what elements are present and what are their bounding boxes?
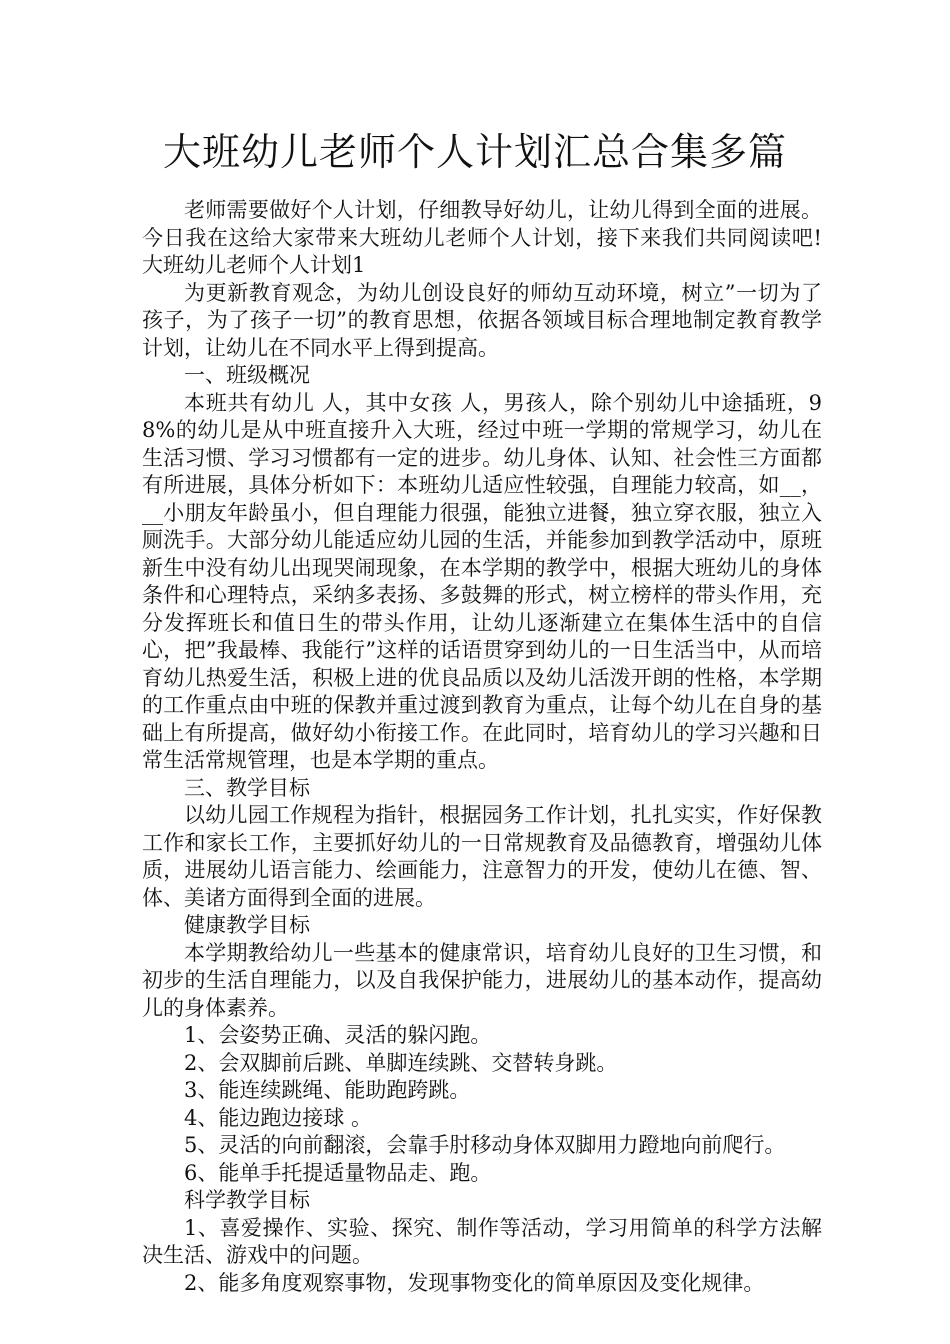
paragraph-health-goals: 本学期教给幼儿一些基本的健康常识，培育幼儿良好的卫生习惯，和初步的生活自理能力，以及自我保护能力，进展幼儿的基本动作，提高幼儿的身体素养。 (142, 940, 822, 1020)
list-item: 1、喜爱操作、实验、探究、制作等活动，学习用简单的科学方法解决生活、游戏中的问题。 (142, 1215, 822, 1267)
heading-class-overview: 一、班级概况 (184, 363, 310, 387)
paragraph-intro: 老师需要做好个人计划，仔细教导好幼儿，让幼儿得到全面的进展。今日我在这给大家带来大班幼儿老师个人计划，接下来我们共同阅读吧!大班幼儿老师个人计划1 (142, 198, 822, 277)
list-item: 2、能多角度观察事物，发现事物变化的简单原因及变化规律。 (184, 1270, 765, 1295)
paragraph-philosophy: 为更新教育观念，为幼儿创设良好的师幼互动环境，树立”一切为了孩子，为了孩子一切”的教育思想，依据各领域目标合理地制定教育教学计划，让幼儿在不同水平上得到提高。 (142, 280, 822, 360)
list-item: 2、会双脚前后跳、单脚连续跳、交替转身跳。 (184, 1050, 618, 1075)
list-item: 4、能边跑边接球 。 (184, 1105, 373, 1130)
list-item: 3、能连续跳绳、能助跑跨跳。 (184, 1078, 471, 1102)
heading-teaching-goals: 三、教学目标 (184, 775, 310, 800)
list-item: 6、能单手托提适量物品走、跑。 (184, 1160, 492, 1185)
paragraph-teaching-goals: 以幼儿园工作规程为指针，根据园务工作计划，扎扎实实，作好保教工作和家长工作，主要抓好幼儿的一日常规教育及品德教育，增强幼儿体质，进展幼儿语言能力、绘画能力，注意智力的开发，使幼儿在德、智、体、美诸方面得到全面的进展。 (142, 803, 822, 910)
heading-science-goals: 科学教学目标 (184, 1188, 310, 1212)
heading-health-goals: 健康教学目标 (184, 913, 310, 937)
list-item: 5、灵活的向前翻滚，会靠手肘移动身体双脚用力蹬地向前爬行。 (184, 1133, 786, 1157)
document-title: 大班幼儿老师个人计划汇总合集多篇 (162, 130, 787, 174)
list-item: 1、会姿势正确、灵活的躲闪跑。 (184, 1023, 492, 1047)
document-body (142, 197, 822, 1297)
paragraph-class-overview: 本班共有幼儿 人，其中女孩 人，男孩人，除个别幼儿中途插班，98%的幼儿是从中班直接升入大班，经过中班一学期的常规学习，幼儿在生活习惯、学习习惯都有一定的进步。幼儿身体、认知、社会性三方面都有所进展，具体分析如下：本班幼儿适应性较强，自理能力较高，如__，__小朋友年龄虽小，但自理能力很强，能独立进餐，独立穿衣服，独立入厕洗手。大部分幼儿能适应幼儿园的生活，并能参加到教学活动中，原班新生中没有幼儿出现哭闹现象，在本学期的教学中，根据大班幼儿的身体条件和心理特点，采纳多表扬、多鼓舞的形式，树立榜样的带头作用，充分发挥班长和值日生的带头作用，让幼儿逐渐建立在集体生活中的自信心，把”我最棒、我能行”这样的话语贯穿到幼儿的一日生活当中，从而培育幼儿热爱生活，积极上进的优良品质以及幼儿活泼开朗的性格，本学期的工作重点由中班的保教并重过渡到教育为重点，让每个幼儿在自身的基础上有所提高，做好幼小衔接工作。在此同时，培育幼儿的学习兴趣和日常生活常规管理，也是本学期的重点。 (142, 390, 822, 772)
